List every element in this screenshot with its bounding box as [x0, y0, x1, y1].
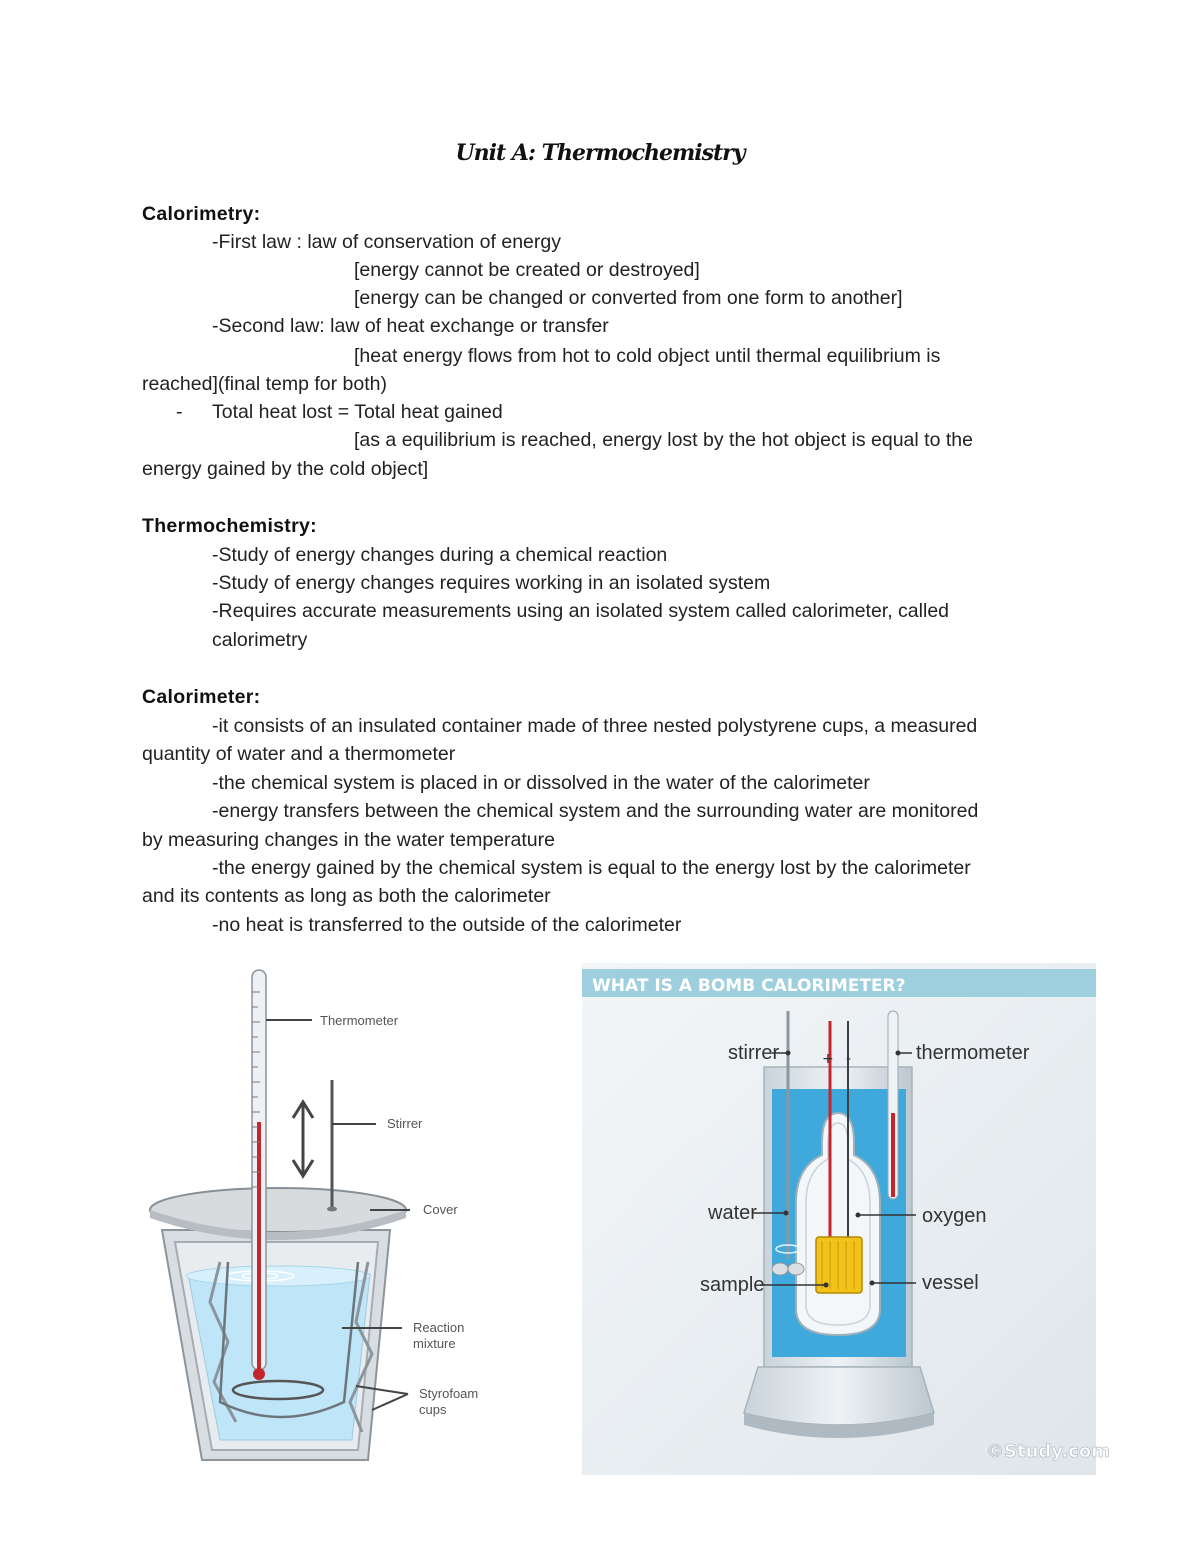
label-cover: Cover — [423, 1202, 458, 1217]
label-mixture: mixture — [413, 1336, 456, 1351]
calorimeter-p1b: quantity of water and a thermometer — [142, 743, 456, 765]
dot — [786, 1051, 791, 1056]
label-plus: + — [822, 1051, 834, 1067]
mercury-column — [257, 1122, 261, 1372]
label-water: water — [708, 1202, 757, 1224]
studycom-watermark: ©Study.com — [986, 1441, 1110, 1462]
label-minus: - — [846, 1051, 852, 1067]
page-title: Unit A: Thermochemistry — [455, 140, 745, 166]
thermo-item-2: -Study of energy changes requires working in an isolated system — [212, 572, 771, 594]
bullet-dash: - — [176, 401, 183, 423]
label-stirrer: stirrer — [728, 1042, 780, 1064]
label-oxygen: oxygen — [922, 1205, 987, 1227]
label-thermometer: thermometer — [916, 1042, 1030, 1064]
dot — [870, 1281, 875, 1286]
dot — [824, 1283, 829, 1288]
stirrer-blade-left — [772, 1263, 788, 1275]
total-heat-note-a: [as a equilibrium is reached, energy lost by the hot object is equal to the — [354, 429, 973, 451]
dot — [784, 1211, 789, 1216]
calorimeter-p4b: and its contents as long as both the calorimeter — [142, 885, 551, 907]
thermo-item-1: -Study of energy changes during a chemical reaction — [212, 544, 668, 566]
dot — [896, 1051, 901, 1056]
total-heat-note-b: energy gained by the cold object] — [142, 458, 429, 480]
second-law-note-b: reached](final temp for both) — [142, 373, 387, 395]
stirrer-hole — [327, 1207, 337, 1212]
calorimeter-p2: -the chemical system is placed in or dissolved in the water of the calorimeter — [212, 772, 870, 794]
second-law-note-a: [heat energy flows from hot to cold object until thermal equilibrium is — [354, 345, 941, 367]
label-cups: cups — [419, 1402, 447, 1417]
calorimetry-heading: Calorimetry: — [142, 203, 261, 225]
total-heat: Total heat lost = Total heat gained — [212, 401, 503, 423]
thermometer-bulb — [253, 1368, 265, 1380]
dot — [856, 1213, 861, 1218]
thermo-item-4: calorimetry — [212, 629, 308, 651]
label-stirrer: Stirrer — [387, 1116, 423, 1131]
first-law-note-2: [energy can be changed or converted from one form to another] — [354, 287, 903, 309]
thermo-item-3: -Requires accurate measurements using an isolated system called calorimeter, called — [212, 600, 950, 622]
second-law: -Second law: law of heat exchange or transfer — [212, 315, 609, 337]
calorimeter-p1a: -it consists of an insulated container made of three nested polystyrene cups, a measured — [212, 715, 978, 737]
label-vessel: vessel — [922, 1272, 979, 1294]
label-styrofoam: Styrofoam — [419, 1386, 479, 1401]
banner-title: WHAT IS A BOMB CALORIMETER? — [592, 976, 906, 996]
water-fill — [188, 1274, 370, 1440]
calorimeter-p3a: -energy transfers between the chemical system and the surrounding water are monitored — [212, 800, 979, 822]
label-sample: sample — [700, 1274, 765, 1296]
bomb-calorimeter-figure — [582, 963, 1110, 1475]
label-thermometer: Thermometer — [320, 1013, 399, 1028]
stirrer-blade-right — [788, 1263, 804, 1275]
thermochemistry-heading: Thermochemistry: — [142, 515, 317, 537]
calorimeter-p4a: -the energy gained by the chemical system is equal to the energy lost by the calorimeter — [212, 857, 971, 879]
first-law: -First law : law of conservation of energy — [212, 231, 561, 253]
calorimeter-heading: Calorimeter: — [142, 686, 261, 708]
calorimeter-p3b: by measuring changes in the water temperature — [142, 829, 555, 851]
first-law-note-1: [energy cannot be created or destroyed] — [354, 259, 700, 281]
coffee-cup-calorimeter-figure — [140, 962, 540, 1472]
jacket-base — [744, 1367, 934, 1425]
label-reaction: Reaction — [413, 1320, 465, 1335]
thermometer-mercury — [891, 1113, 895, 1197]
calorimeter-p5: -no heat is transferred to the outside of the calorimeter — [212, 914, 682, 936]
